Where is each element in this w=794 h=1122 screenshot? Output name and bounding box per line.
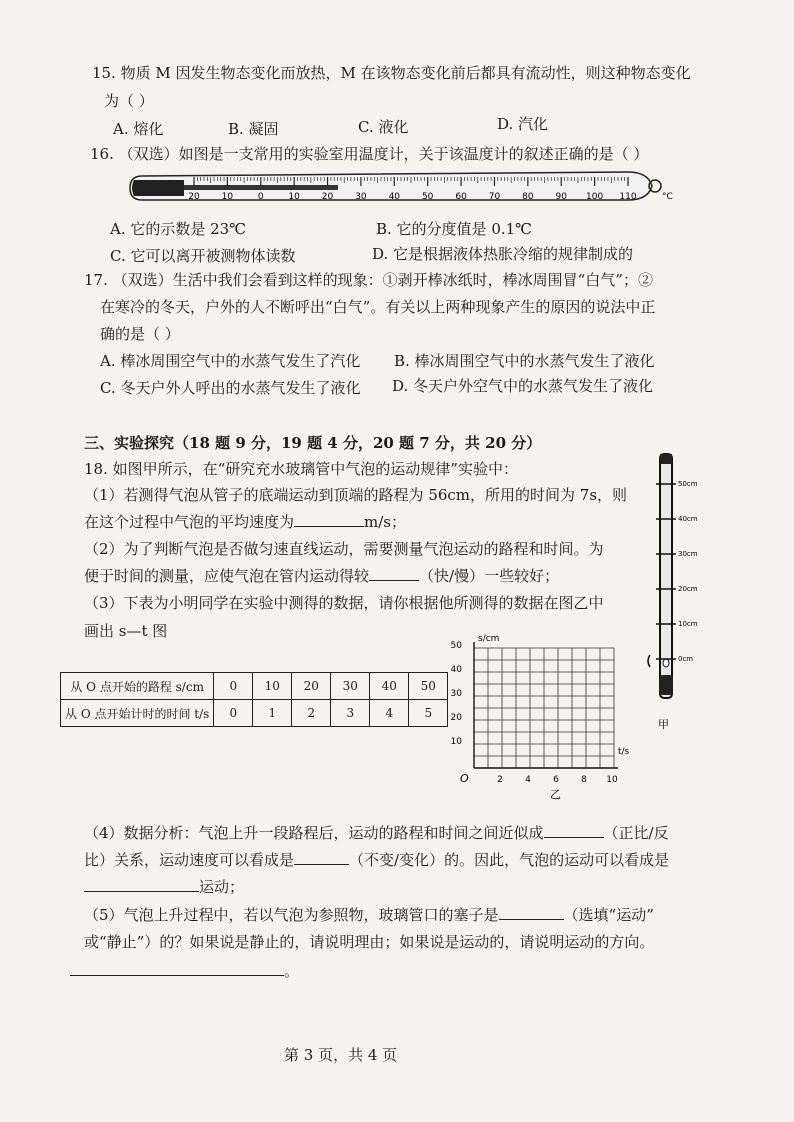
q18-part1-line1: （1）若测得气泡从管子的底端运动到顶端的路程为 56cm，所用的时间为 7s，则 — [84, 486, 628, 504]
thermometer-scale-label: 100 — [586, 192, 604, 202]
graph-origin: O — [460, 772, 469, 785]
graph-ytick: 30 — [450, 689, 462, 699]
q18-part4-text: 比）关系，运动速度可以看成是 — [84, 851, 295, 869]
q18-part4-text: 运动； — [199, 878, 245, 896]
q18-part4-blank-motion[interactable] — [84, 877, 199, 892]
q18-part4-line3 — [84, 876, 244, 898]
q16-option-b: B. 它的分度值是 0.1℃ — [376, 220, 532, 238]
q18-part5-blank-reason[interactable] — [70, 961, 284, 976]
q15-option-a: A. 熔化 — [113, 120, 164, 138]
table-cell: 2 — [292, 700, 331, 727]
table-cell: 30 — [331, 673, 370, 700]
q17-line3: 确的是（ ） — [100, 325, 180, 343]
q18-part5-period: 。 — [284, 962, 300, 980]
tube-mark-label: 0cm — [678, 655, 694, 663]
q17-option-c: C. 冬天户外人呼出的水蒸气发生了液化 — [100, 379, 361, 397]
q18-part4-blank-relation[interactable] — [544, 823, 604, 838]
q15-option-c: C. 液化 — [358, 118, 409, 136]
graph-xtick: 8 — [581, 775, 587, 785]
q17-line1: 17. （双选）生活中我们会看到这样的现象：①剥开棒冰纸时，棒冰周围冒“白气”；② — [84, 271, 653, 289]
q18-part4-blank-speed[interactable] — [294, 850, 349, 865]
q18-part5-choice: （选填“运动” — [563, 906, 654, 924]
thermometer-scale-label: 40 — [388, 192, 401, 202]
air-bubble — [663, 659, 669, 667]
section3-title: 三、实验探究（18 题 9 分，19 题 4 分，20 题 7 分，共 20 分） — [84, 434, 542, 452]
table-cell: 40 — [370, 673, 409, 700]
q15-option-d: D. 汽化 — [497, 115, 549, 133]
thermometer-scale-label: 80 — [522, 192, 534, 202]
graph-grid — [474, 648, 614, 768]
q18-part4-line2 — [84, 849, 669, 871]
graph-ytick: 10 — [450, 737, 462, 747]
table-cell: 0 — [214, 700, 253, 727]
q17-option-d: D. 冬天户外空气中的水蒸气发生了液化 — [392, 377, 654, 395]
q16-option-c: C. 它可以离开被测物体读数 — [110, 247, 296, 265]
data-table — [60, 672, 448, 727]
q15-line2: 为（ ） — [104, 92, 154, 110]
graph-xlabel: t/s — [618, 747, 630, 757]
table-cell: 20 — [292, 673, 331, 700]
q18-part5-line1 — [84, 904, 654, 926]
tube-mark-label: 50cm — [678, 480, 698, 488]
page-number: 第 3 页，共 4 页 — [284, 1046, 398, 1064]
q18-part4-text: （4）数据分析：气泡上升一段路程后，运动的路程和时间之间近似成 — [84, 824, 544, 842]
tube-mark-label: 20cm — [678, 585, 698, 593]
q17-option-b: B. 棒冰周围空气中的水蒸气发生了液化 — [394, 352, 655, 370]
tube-mark-label: 10cm — [678, 620, 698, 628]
q18-intro: 18. 如图甲所示，在“研究充水玻璃管中气泡的运动规律”实验中： — [84, 460, 518, 478]
table-cell: 0 — [214, 673, 253, 700]
q18-part5-blank-state[interactable] — [499, 905, 564, 920]
thermometer-scale-label: 30 — [355, 192, 367, 202]
thermometer-figure — [128, 168, 673, 208]
q15-line1: 15. 物质 M 因发生物态变化而放热，M 在该物态变化前后都具有流动性，则这种物态变化 — [92, 64, 691, 82]
q18-part4-line1 — [84, 822, 669, 844]
table-cell: 4 — [370, 700, 409, 727]
table-cell: 3 — [331, 700, 370, 727]
q17-line2: 在寒冷的冬天，户外的人不断呼出“白气”。有关以上两种现象产生的原因的说法中正 — [100, 298, 656, 316]
thermometer-bulb — [132, 180, 184, 196]
q18-part2-choice: （快/慢）一些较好； — [419, 567, 560, 585]
thermometer-scale-label: 10 — [221, 192, 234, 202]
thermometer-scale-label: 70 — [488, 192, 501, 202]
thermometer-scale-label: 60 — [455, 192, 467, 202]
q18-part1-unit: m/s； — [364, 513, 406, 531]
q18-part5-text: （5）气泡上升过程中，若以气泡为参照物，玻璃管口的塞子是 — [84, 906, 499, 924]
graph-xtick: 10 — [606, 775, 618, 785]
q16-stem: 16. （双选）如图是一支常用的实验室用温度计，关于该温度计的叙述正确的是（ ） — [90, 145, 649, 163]
graph-ytick: 40 — [450, 665, 462, 675]
graph-xtick: 4 — [525, 775, 531, 785]
thermometer-scale-label: °C — [661, 192, 673, 202]
q18-part5-line3 — [70, 960, 299, 982]
q18-part3-line1: （3）下表为小明同学在实验中测得的数据，请你根据他所测得的数据在图乙中 — [84, 594, 604, 612]
table-cell: 10 — [253, 673, 292, 700]
q18-part2-blank[interactable] — [369, 566, 419, 581]
glass-tube-figure — [640, 450, 700, 732]
q18-part4-choice: （不变/变化）的。因此，气泡的运动可以看成是 — [349, 851, 670, 869]
table-row-label: 从 O 点开始的路程 s/cm — [61, 673, 214, 700]
table-cell: 1 — [253, 700, 292, 727]
q18-part1-text: 在这个过程中气泡的平均速度为 — [84, 513, 295, 531]
table-row-distance — [61, 673, 448, 700]
table-cell: 50 — [409, 673, 448, 700]
q16-option-d: D. 它是根据液体热胀冷缩的规律制成的 — [372, 245, 634, 263]
thermometer-scale-labels — [188, 192, 673, 202]
q18-part1-blank[interactable] — [294, 512, 364, 527]
thermometer-scale-label: 20 — [188, 192, 200, 202]
tube-mark-label: 40cm — [678, 515, 698, 523]
thermometer-scale-label: 90 — [555, 192, 567, 202]
q18-part4-choice: （正比/反 — [603, 824, 669, 842]
table-row-time — [61, 700, 448, 727]
q18-part1-line2 — [84, 511, 406, 533]
graph-ytick: 20 — [450, 713, 462, 723]
q18-part2-line1: （2）为了判断气泡是否做匀速直线运动，需要测量气泡运动的路程和时间。为 — [84, 540, 604, 558]
thermometer-scale-label: 10 — [288, 192, 300, 202]
q15-option-b: B. 凝固 — [228, 120, 279, 138]
thermometer-scale-label: 110 — [619, 192, 637, 202]
st-graph[interactable] — [450, 632, 630, 802]
graph-xtick: 6 — [553, 775, 559, 785]
tube-bottom-stopper — [659, 675, 673, 695]
thermometer-scale-label: 20 — [321, 192, 334, 202]
table-cell: 5 — [409, 700, 448, 727]
thermometer-scale-label: 50 — [421, 192, 434, 202]
q17-option-a: A. 棒冰周围空气中的水蒸气发生了汽化 — [100, 352, 361, 370]
bubble-marker — [648, 655, 650, 667]
q18-part2-text: 便于时间的测量，应使气泡在管内运动得较 — [84, 567, 370, 585]
tube-caption: 甲 — [658, 718, 669, 731]
q16-option-a: A. 它的示数是 23℃ — [110, 220, 247, 238]
q18-part2-line2 — [84, 565, 559, 587]
q18-part3-line2: 画出 s—t 图 — [84, 622, 168, 640]
thermometer-scale-label: 0 — [257, 192, 264, 202]
graph-caption: 乙 — [550, 788, 561, 801]
tube-mark-label: 30cm — [678, 550, 698, 558]
graph-ylabel: s/cm — [478, 634, 500, 644]
graph-xtick: 2 — [497, 775, 503, 785]
tube-top-stopper — [660, 454, 672, 464]
q18-part5-line2: 或“静止”）的？如果说是静止的，请说明理由；如果说是运动的，请说明运动的方向。 — [84, 933, 655, 951]
graph-ytick: 50 — [450, 641, 462, 651]
table-row-label: 从 O 点开始计时的时间 t/s — [61, 700, 214, 727]
